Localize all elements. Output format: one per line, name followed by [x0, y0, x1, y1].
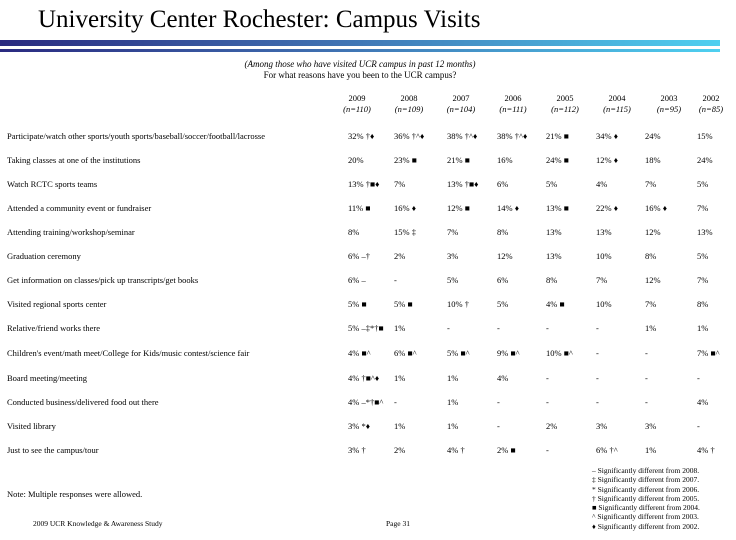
table-cell: 12% [645, 227, 661, 237]
table-cell: 2% [394, 251, 406, 261]
table-cell: 1% [447, 373, 459, 383]
table-cell: 23% ■ [394, 155, 417, 165]
table-cell: 4% –*†■^ [348, 397, 384, 407]
table-cell: 6% –† [348, 251, 370, 261]
table-cell: 13% †■♦ [348, 179, 380, 189]
row-label: Relative/friend works there [7, 323, 100, 333]
table-cell: 1% [645, 323, 657, 333]
column-year: 2008 [400, 93, 418, 103]
table-cell: 8% [497, 227, 509, 237]
table-cell: 2% [546, 421, 558, 431]
row-label: Children's event/math meet/College for Kids/music contest/science fair [7, 348, 250, 358]
table-cell: 7% [394, 179, 406, 189]
table-cell: - [546, 397, 549, 407]
table-cell: 8% [348, 227, 360, 237]
legend-item: * Significantly different from 2006. [592, 484, 700, 494]
table-cell: 20% [348, 155, 364, 165]
table-cell: 7% ■^ [697, 348, 720, 358]
table-cell: 4% ■^ [348, 348, 371, 358]
table-cell: 38% †^♦ [447, 131, 478, 141]
table-cell: 4% [596, 179, 608, 189]
table-cell: 13% †■♦ [447, 179, 479, 189]
table-cell: 6% – [348, 275, 366, 285]
column-n: (n=85) [698, 104, 724, 114]
row-label: Visited regional sports center [7, 299, 107, 309]
row-label: Visited library [7, 421, 56, 431]
column-n: (n=112) [551, 104, 579, 114]
row-label: Just to see the campus/tour [7, 445, 99, 455]
table-cell: 4% † [697, 445, 715, 455]
table-cell: 7% [596, 275, 608, 285]
table-cell: 21% ■ [546, 131, 569, 141]
column-year: 2009 [348, 93, 366, 103]
table-cell: 12% [645, 275, 661, 285]
legend-item: † Significantly different from 2005. [592, 493, 700, 503]
row-label: Graduation ceremony [7, 251, 81, 261]
table-cell: 5% ■^ [447, 348, 470, 358]
column-header [540, 93, 590, 115]
table-cell: - [645, 397, 648, 407]
table-cell: 10% [596, 299, 612, 309]
significance-legend [592, 466, 700, 531]
column-year: 2004 [608, 93, 626, 103]
table-cell: 10% ■^ [546, 348, 573, 358]
table-cell: 3% *♦ [348, 421, 371, 431]
column-year: 2003 [660, 93, 678, 103]
legend-item: ‡ Significantly different from 2007. [592, 475, 700, 485]
table-cell: 7% [697, 275, 709, 285]
table-cell: - [546, 323, 549, 333]
row-label: Get information on classes/pick up transcripts/get books [7, 275, 199, 285]
row-label: Attending training/workshop/seminar [7, 227, 135, 237]
table-cell: 15% [697, 131, 713, 141]
table-cell: 7% [645, 179, 657, 189]
column-year: 2002 [702, 93, 720, 103]
table-cell: 6% ■^ [394, 348, 417, 358]
table-cell: 38% †^♦ [497, 131, 528, 141]
table-cell: 11% ■ [348, 203, 371, 213]
table-cell: 10% † [447, 299, 469, 309]
table-cell: - [546, 373, 549, 383]
table-cell: - [497, 397, 500, 407]
table-cell: 1% [394, 323, 406, 333]
column-n: (n=109) [394, 104, 424, 114]
table-cell: 1% [645, 445, 657, 455]
row-label: Taking classes at one of the institutions [7, 155, 141, 165]
table-cell: 16% ♦ [645, 203, 668, 213]
table-cell: 15% ‡ [394, 227, 416, 237]
table-cell: 24% ■ [546, 155, 569, 165]
column-n: (n=110) [343, 104, 371, 114]
table-cell: - [497, 323, 500, 333]
table-cell: 1% [394, 373, 406, 383]
table-cell: - [596, 397, 599, 407]
table-cell: 18% [645, 155, 661, 165]
column-header [488, 93, 538, 115]
column-header [332, 93, 382, 115]
table-cell: 1% [447, 397, 459, 407]
table-cell: 6% †^ [596, 445, 618, 455]
table-cell: 4% ■ [546, 299, 565, 309]
table-cell: 7% [697, 203, 709, 213]
table-cell: 2% [394, 445, 406, 455]
table-cell: - [596, 323, 599, 333]
title-divider-thin [0, 49, 720, 52]
table-cell: 16% [497, 155, 513, 165]
table-cell: 5% ■ [348, 299, 367, 309]
column-header [384, 93, 434, 115]
table-cell: 24% [645, 131, 661, 141]
page-title: University Center Rochester: Campus Visits [38, 6, 481, 33]
table-cell: - [596, 373, 599, 383]
table-cell: 13% [596, 227, 612, 237]
table-cell: 13% ■ [546, 203, 569, 213]
table-cell: 2% ■ [497, 445, 516, 455]
page-number: Page 31 [386, 519, 410, 528]
table-cell: 14% ♦ [497, 203, 520, 213]
table-cell: 34% ♦ [596, 131, 619, 141]
legend-item: ■ Significantly different from 2004. [592, 503, 700, 513]
row-label: Board meeting/meeting [7, 373, 88, 383]
table-cell: 3% [596, 421, 608, 431]
table-cell: 1% [394, 421, 406, 431]
table-cell: 12% ■ [447, 203, 470, 213]
note: Note: Multiple responses were allowed. [7, 489, 143, 499]
table-cell: 22% ♦ [596, 203, 619, 213]
table-cell: 16% ♦ [394, 203, 417, 213]
table-cell: 32% †♦ [348, 131, 375, 141]
table-cell: 1% [447, 421, 459, 431]
table-cell: 5% [697, 251, 709, 261]
row-label: Conducted business/delivered food out there [7, 397, 159, 407]
table-cell: 5% [447, 275, 459, 285]
column-n: (n=95) [656, 104, 682, 114]
table-cell: 5% ■ [394, 299, 413, 309]
column-year: 2005 [556, 93, 574, 103]
row-label: Watch RCTC sports teams [7, 179, 98, 189]
table-cell: 13% [546, 251, 562, 261]
column-header [686, 93, 736, 115]
table-cell: 8% [697, 299, 709, 309]
table-cell: - [394, 275, 397, 285]
column-year: 2006 [504, 93, 522, 103]
table-cell: 13% [546, 227, 562, 237]
table-cell: 7% [645, 299, 657, 309]
table-cell: 4% [497, 373, 509, 383]
table-cell: 4% † [447, 445, 465, 455]
table-cell: 5% –‡*†■ [348, 323, 384, 333]
table-cell: 8% [546, 275, 558, 285]
subtitle: (Among those who have visited UCR campus in past 12 months) [244, 59, 476, 69]
table-cell: 5% [546, 179, 558, 189]
footer-study: 2009 UCR Knowledge & Awareness Study [33, 519, 163, 528]
table-cell: - [394, 397, 397, 407]
table-cell: 5% [497, 299, 509, 309]
row-label: Attended a community event or fundraiser [7, 203, 152, 213]
table-cell: 8% [645, 251, 657, 261]
column-header [436, 93, 486, 115]
table-cell: 6% [497, 179, 509, 189]
question: For what reasons have you been to the UCR campus? [263, 70, 457, 80]
table-cell: - [645, 348, 648, 358]
table-cell: 6% [497, 275, 509, 285]
column-n: (n=104) [446, 104, 476, 114]
table-cell: 5% [697, 179, 709, 189]
column-year: 2007 [452, 93, 470, 103]
table-cell: - [596, 348, 599, 358]
title-divider [0, 40, 720, 46]
table-cell: 4% [697, 397, 709, 407]
table-cell: - [546, 445, 549, 455]
table-cell: 12% ♦ [596, 155, 619, 165]
table-cell: 13% [697, 227, 713, 237]
table-cell: - [645, 373, 648, 383]
table-cell: 7% [447, 227, 459, 237]
table-cell: 36% †^♦ [394, 131, 425, 141]
table-cell: - [697, 421, 700, 431]
column-header [592, 93, 642, 115]
table-cell: 4% †■^♦ [348, 373, 380, 383]
legend-item: ^ Significantly different from 2003. [592, 512, 699, 522]
table-cell: 21% ■ [447, 155, 470, 165]
table-cell: - [497, 421, 500, 431]
table-cell: 1% [697, 323, 709, 333]
table-cell: - [697, 373, 700, 383]
table-cell: 3% [645, 421, 657, 431]
table-cell: 10% [596, 251, 612, 261]
column-n: (n=115) [603, 104, 631, 114]
column-n: (n=111) [499, 104, 527, 114]
table-cell: - [447, 323, 450, 333]
table-cell: 3% [447, 251, 459, 261]
legend-item: – Significantly different from 2008. [592, 466, 700, 475]
table-cell: 9% ■^ [497, 348, 520, 358]
legend-item: ♦ Significantly different from 2002. [592, 521, 700, 531]
table-cell: 3% † [348, 445, 366, 455]
row-label: Participate/watch other sports/youth sports/baseball/soccer/football/lacrosse [7, 131, 265, 141]
table-cell: 12% [497, 251, 513, 261]
table-cell: 24% [697, 155, 713, 165]
